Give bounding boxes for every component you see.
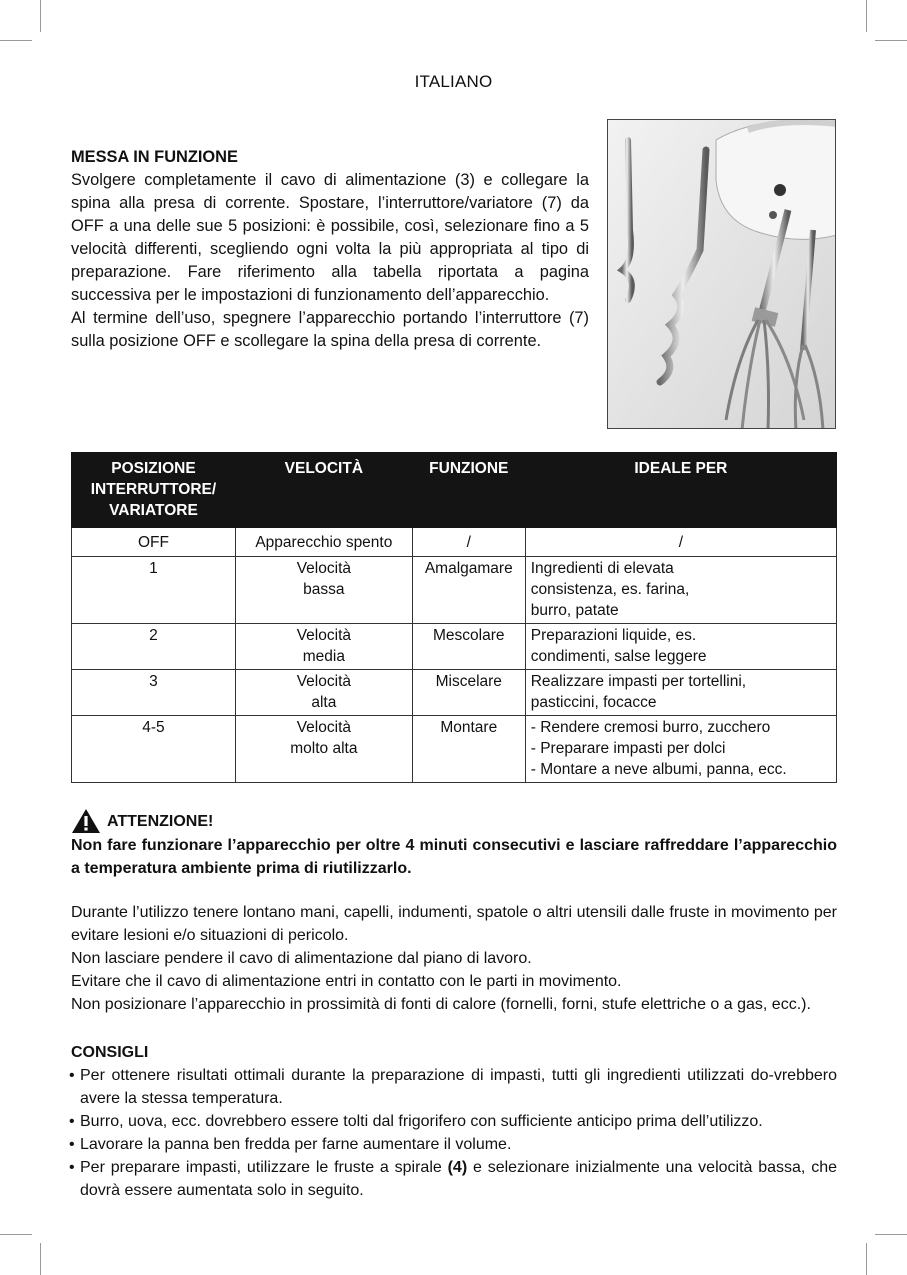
warning-text: Non fare funzionare l’apparecchio per oltre 4 minuti consecutivi e lasciare raffreddare l’apparecchio a temperatura ambiente prima di riutilizzarlo. xyxy=(71,837,837,877)
intro-section xyxy=(71,146,589,353)
safety-paragraph: Non lasciare pendere il cavo di alimentazione dal piano di lavoro. xyxy=(71,950,532,967)
crop-mark xyxy=(0,40,32,41)
cell-position: OFF xyxy=(72,528,236,557)
crop-mark xyxy=(866,1243,867,1275)
cell-speed: Apparecchio spento xyxy=(235,528,412,557)
safety-paragraph: Non posizionare l’apparecchio in prossimità di fonti di calore (fornelli, forni, stufe elettriche o a gas, ecc.). xyxy=(71,996,811,1013)
tips-list xyxy=(71,1064,837,1202)
crop-mark xyxy=(40,1243,41,1275)
column-header: POSIZIONE INTERRUTTORE/ VARIATORE xyxy=(72,453,236,528)
warning-title: ATTENZIONE! xyxy=(107,812,214,830)
mixer-illustration xyxy=(608,120,836,429)
list-item xyxy=(71,1156,837,1202)
table-row xyxy=(72,528,837,557)
section-title: MESSA IN FUNZIONE xyxy=(71,148,238,166)
cell-speed: Velocità molto alta xyxy=(235,716,412,783)
mixer-photo xyxy=(607,119,836,429)
warning-section xyxy=(71,808,837,880)
column-header: FUNZIONE xyxy=(412,453,525,528)
cell-ideal: Preparazioni liquide, es. condimenti, salse leggere xyxy=(525,624,836,670)
list-item: • Burro, uova, ecc. dovrebbero essere tolti dal frigorifero con sufficiente anticipo prima dell’utilizzo. xyxy=(71,1110,837,1133)
cell-function: Miscelare xyxy=(412,670,525,716)
cell-position: 3 xyxy=(72,670,236,716)
table-row xyxy=(72,624,837,670)
safety-paragraph: Durante l’utilizzo tenere lontano mani, capelli, indumenti, spatole o altri utensili dalle fruste in movimento per evitare lesioni e/o situazioni di pericolo. xyxy=(71,904,837,944)
intro-paragraph: Svolgere completamente il cavo di alimentazione (3) e collegare la spina alla presa di corrente. Spostare, l’interruttore/variatore (7) da OFF a una delle sue 5 posizioni: è possibile, così, selezionare fino a 5 velocità differenti, scegliendo ogni volta la più appropriata al tipo di preparazione. Fare riferimento alla tabella riportata a pagina successiva per le impostazioni di funzionamento dell’apparecchio. xyxy=(71,171,589,304)
cell-ideal: Ingredienti di elevata consistenza, es. farina, burro, patate xyxy=(525,557,836,624)
cell-position: 4-5 xyxy=(72,716,236,783)
tip-text: Per preparare impasti, utilizzare le fruste a spirale xyxy=(80,1159,448,1176)
cell-ideal: Realizzare impasti per tortellini, pasticcini, focacce xyxy=(525,670,836,716)
tip-text: e selezionare inizialmente una velocità bassa, che dovrà essere aumentata solo in seguito. xyxy=(80,1159,837,1199)
table-header-row xyxy=(72,453,837,528)
column-header: VELOCITÀ xyxy=(235,453,412,528)
cell-speed: Velocità alta xyxy=(235,670,412,716)
intro-paragraph: Al termine dell’uso, spegnere l’apparecchio portando l’interruttore (7) sulla posizione OFF e scollegare la spina della presa di corrente. xyxy=(71,309,589,350)
table-row xyxy=(72,557,837,624)
cell-speed: Velocità bassa xyxy=(235,557,412,624)
cell-position: 1 xyxy=(72,557,236,624)
crop-mark xyxy=(875,1234,907,1235)
crop-mark xyxy=(0,1234,32,1235)
cell-ideal: / xyxy=(525,528,836,557)
crop-mark xyxy=(875,40,907,41)
table-row xyxy=(72,670,837,716)
table-row xyxy=(72,716,837,783)
cell-function: Amalgamare xyxy=(412,557,525,624)
list-item: • Per ottenere risultati ottimali durante la preparazione di impasti, tutti gli ingredienti utilizzati do-vrebbero avere la stessa temperatura. xyxy=(71,1064,837,1110)
warning-triangle-icon xyxy=(71,808,101,834)
cell-function: Montare xyxy=(412,716,525,783)
warning-heading xyxy=(71,808,837,834)
safety-paragraph: Evitare che il cavo di alimentazione entri in contatto con le parti in movimento. xyxy=(71,973,622,990)
tip-ref: (4) xyxy=(447,1159,468,1176)
cell-speed: Velocità media xyxy=(235,624,412,670)
speed-table xyxy=(71,452,837,783)
cell-function: Mescolare xyxy=(412,624,525,670)
list-item: • Lavorare la panna ben fredda per farne aumentare il volume. xyxy=(71,1133,837,1156)
crop-mark xyxy=(40,0,41,32)
crop-mark xyxy=(866,0,867,32)
safety-section xyxy=(71,901,837,1016)
tips-title: CONSIGLI xyxy=(71,1044,149,1061)
tips-section xyxy=(71,1041,837,1202)
cell-ideal: - Rendere cremosi burro, zucchero - Preparare impasti per dolci - Montare a neve albumi, panna, ecc. xyxy=(525,716,836,783)
page-header: ITALIANO xyxy=(414,72,493,91)
cell-position: 2 xyxy=(72,624,236,670)
column-header: IDEALE PER xyxy=(525,453,836,528)
cell-function: / xyxy=(412,528,525,557)
